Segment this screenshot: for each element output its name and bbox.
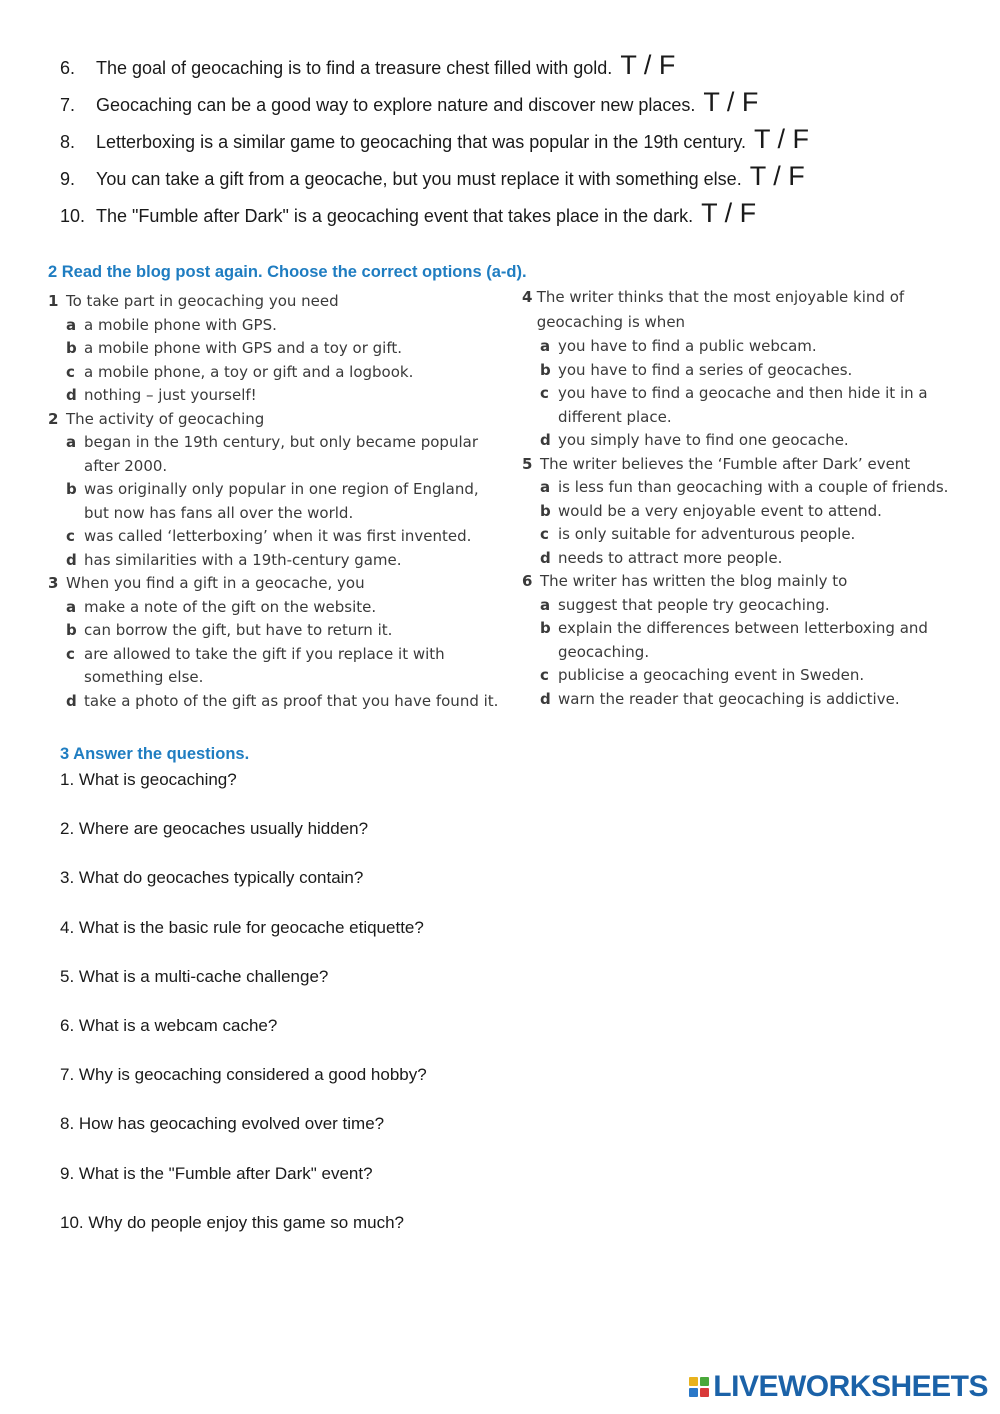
mc-option-text: is only suitable for adventurous people. xyxy=(558,525,856,543)
tf-question-number: 7. xyxy=(60,95,76,115)
mc-option[interactable] xyxy=(48,337,508,361)
mc-question-stem: The writer believes the ‘Fumble after Dark’ event xyxy=(540,454,911,473)
mc-option[interactable] xyxy=(522,617,962,664)
brand-tile xyxy=(689,1377,698,1386)
tf-answer-choice[interactable]: T / F xyxy=(754,124,810,154)
mc-option[interactable] xyxy=(48,549,508,573)
open-question: 3. What do geocaches typically contain? xyxy=(60,868,364,888)
mc-option-text: can borrow the gift, but have to return it. xyxy=(84,621,393,639)
brand-tile xyxy=(700,1388,709,1397)
mc-option-letter: a xyxy=(66,597,77,616)
open-question: 5. What is a multi-cache challenge? xyxy=(60,966,329,986)
mc-question xyxy=(522,570,962,594)
open-question: 8. How has geocaching evolved over time? xyxy=(60,1114,385,1134)
mc-option-letter: b xyxy=(66,621,77,639)
mc-option[interactable] xyxy=(48,314,508,338)
mc-option-letter: a xyxy=(540,337,551,355)
mc-option[interactable] xyxy=(48,596,508,620)
mc-option[interactable] xyxy=(522,664,962,688)
mc-option[interactable] xyxy=(522,429,962,453)
mc-option-letter: d xyxy=(540,689,551,708)
mc-option-text: nothing – just yourself! xyxy=(84,386,257,404)
open-question: 2. Where are geocaches usually hidden? xyxy=(60,819,369,839)
brand-tile xyxy=(700,1377,709,1386)
mc-option-letter: d xyxy=(540,548,551,567)
mc-option[interactable] xyxy=(48,431,508,478)
mc-option-text: publicise a geocaching event in Sweden. xyxy=(558,666,865,684)
tf-question-text: The goal of geocaching is to find a treasure chest filled with gold. xyxy=(96,58,613,78)
mc-option-text: warn the reader that geocaching is addictive. xyxy=(558,689,900,708)
answer-question-list xyxy=(60,768,427,1260)
open-question: 7. Why is geocaching considered a good hobby? xyxy=(60,1065,427,1085)
mc-option[interactable] xyxy=(48,525,508,549)
mc-option-text: you simply have to find one geocache. xyxy=(558,431,849,449)
mc-option[interactable] xyxy=(48,361,508,385)
tf-answer-choice[interactable]: T / F xyxy=(749,161,805,191)
mc-option-letter: a xyxy=(540,478,551,496)
mc-right-column xyxy=(522,285,962,711)
tf-question-text: You can take a gift from a geocache, but you must replace it with something else. xyxy=(96,169,742,189)
mc-option-text: suggest that people try geocaching. xyxy=(558,595,830,614)
mc-option[interactable] xyxy=(522,335,962,359)
mc-question xyxy=(48,408,508,432)
mc-option-text: would be a very enjoyable event to attend. xyxy=(558,501,882,520)
tf-answer-choice[interactable]: T / F xyxy=(620,50,676,80)
mc-option-letter: b xyxy=(66,480,77,498)
mc-option-text: a mobile phone with GPS. xyxy=(84,315,277,334)
tf-question xyxy=(60,124,980,161)
mc-option[interactable] xyxy=(522,594,962,618)
mc-option[interactable] xyxy=(48,478,508,525)
mc-question-stem: The activity of geocaching xyxy=(66,409,265,428)
mc-option-letter: c xyxy=(66,527,75,545)
mc-option-letter: a xyxy=(66,433,77,451)
tf-question-number: 9. xyxy=(60,169,76,189)
mc-option-text: you have to find a series of geocaches. xyxy=(558,360,853,379)
mc-option[interactable] xyxy=(522,476,962,500)
mc-option[interactable] xyxy=(48,384,508,408)
mc-option-letter: c xyxy=(540,525,549,543)
mc-question-number: 6 xyxy=(522,572,533,590)
mc-question-stem: To take part in geocaching you need xyxy=(66,292,339,310)
mc-option-text: is less fun than geocaching with a couple of friends. xyxy=(558,478,949,496)
tf-question xyxy=(60,161,980,198)
mc-question-number: 2 xyxy=(48,409,59,428)
mc-option-letter: d xyxy=(66,386,77,404)
tf-answer-choice[interactable]: T / F xyxy=(703,87,759,117)
mc-option-text: a mobile phone with GPS and a toy or gift. xyxy=(84,339,402,357)
tf-question-number: 6. xyxy=(60,58,76,78)
mc-question xyxy=(522,285,962,335)
mc-option[interactable] xyxy=(522,523,962,547)
mc-option-text: explain the differences between letterboxing and geocaching. xyxy=(558,619,928,661)
mc-option-text: has similarities with a 19th-century game. xyxy=(84,550,402,569)
mc-left-column xyxy=(48,290,508,713)
mc-option[interactable] xyxy=(522,547,962,571)
mc-question-number: 4 xyxy=(522,288,533,306)
mc-question xyxy=(48,290,508,314)
mc-option-text: make a note of the gift on the website. xyxy=(84,597,377,616)
tf-question xyxy=(60,87,980,124)
mc-question-stem: When you find a gift in a geocache, you xyxy=(66,574,365,592)
tf-question-number: 8. xyxy=(60,132,76,152)
section-2-title: 2 Read the blog post again. Choose the correct options (a-d). xyxy=(48,263,527,281)
mc-option-text: was originally only popular in one region of England, but now has fans all over the world. xyxy=(84,480,479,522)
mc-question-stem: The writer has written the blog mainly to xyxy=(540,572,848,590)
tf-question-number: 10. xyxy=(60,206,86,226)
true-false-list xyxy=(60,50,980,235)
mc-question-number: 1 xyxy=(48,292,59,310)
mc-question xyxy=(522,453,962,477)
mc-option-letter: c xyxy=(66,362,75,381)
brand-tile xyxy=(689,1388,698,1397)
mc-option-letter: b xyxy=(66,339,77,357)
open-question: 10. Why do people enjoy this game so much? xyxy=(60,1212,404,1232)
tf-question-text: Letterboxing is a similar game to geocaching that was popular in the 19th century. xyxy=(96,132,747,152)
open-question: 9. What is the "Fumble after Dark" event? xyxy=(60,1163,373,1183)
tf-question-text: The "Fumble after Dark" is a geocaching event that takes place in the dark. xyxy=(96,206,694,226)
mc-option[interactable] xyxy=(522,688,962,712)
tf-question-text: Geocaching can be a good way to explore nature and discover new places. xyxy=(96,95,696,115)
mc-option[interactable] xyxy=(522,359,962,383)
tf-question xyxy=(60,50,980,87)
mc-option[interactable] xyxy=(48,643,508,690)
mc-option[interactable] xyxy=(522,382,962,429)
mc-option-letter: c xyxy=(66,644,75,663)
mc-option[interactable] xyxy=(48,619,508,643)
mc-option-letter: b xyxy=(540,501,551,520)
brand-name: LIVEWORKSHEETS xyxy=(713,1370,988,1403)
mc-option-letter: c xyxy=(540,666,549,684)
mc-option[interactable] xyxy=(48,690,508,714)
mc-option-letter: d xyxy=(66,691,77,710)
tf-answer-choice[interactable]: T / F xyxy=(701,198,757,228)
mc-option-letter: b xyxy=(540,619,551,637)
mc-option-text: you have to find a public webcam. xyxy=(558,337,817,355)
mc-question-stem: The writer thinks that the most enjoyable kind of geocaching is when xyxy=(536,288,905,331)
brand-logo-icon xyxy=(689,1377,709,1397)
mc-option[interactable] xyxy=(522,500,962,524)
mc-option-letter: a xyxy=(66,315,77,334)
mc-option-text: you have to find a geocache and then hide it in a different place. xyxy=(558,384,928,426)
mc-option-text: was called ‘letterboxing’ when it was first invented. xyxy=(84,527,472,545)
mc-option-letter: a xyxy=(540,595,551,614)
brand-logo xyxy=(689,1370,988,1404)
mc-option-text: take a photo of the gift as proof that you have found it. xyxy=(84,691,499,710)
open-question: 1. What is geocaching? xyxy=(60,770,237,789)
mc-option-letter: d xyxy=(66,550,77,569)
mc-option-letter: c xyxy=(540,384,549,402)
section-3-title: 3 Answer the questions. xyxy=(60,745,250,763)
mc-question-number: 5 xyxy=(522,454,533,473)
mc-option-text: are allowed to take the gift if you replace it with something else. xyxy=(84,644,445,686)
mc-option-text: needs to attract more people. xyxy=(558,548,783,567)
tf-question xyxy=(60,198,980,235)
mc-option-text: a mobile phone, a toy or gift and a logbook. xyxy=(84,362,414,381)
mc-option-letter: b xyxy=(540,360,551,379)
mc-question xyxy=(48,572,508,596)
open-question: 6. What is a webcam cache? xyxy=(60,1015,278,1035)
mc-option-text: began in the 19th century, but only became popular after 2000. xyxy=(84,433,478,475)
mc-option-letter: d xyxy=(540,431,551,449)
open-question: 4. What is the basic rule for geocache etiquette? xyxy=(60,917,424,937)
mc-question-number: 3 xyxy=(48,574,59,592)
